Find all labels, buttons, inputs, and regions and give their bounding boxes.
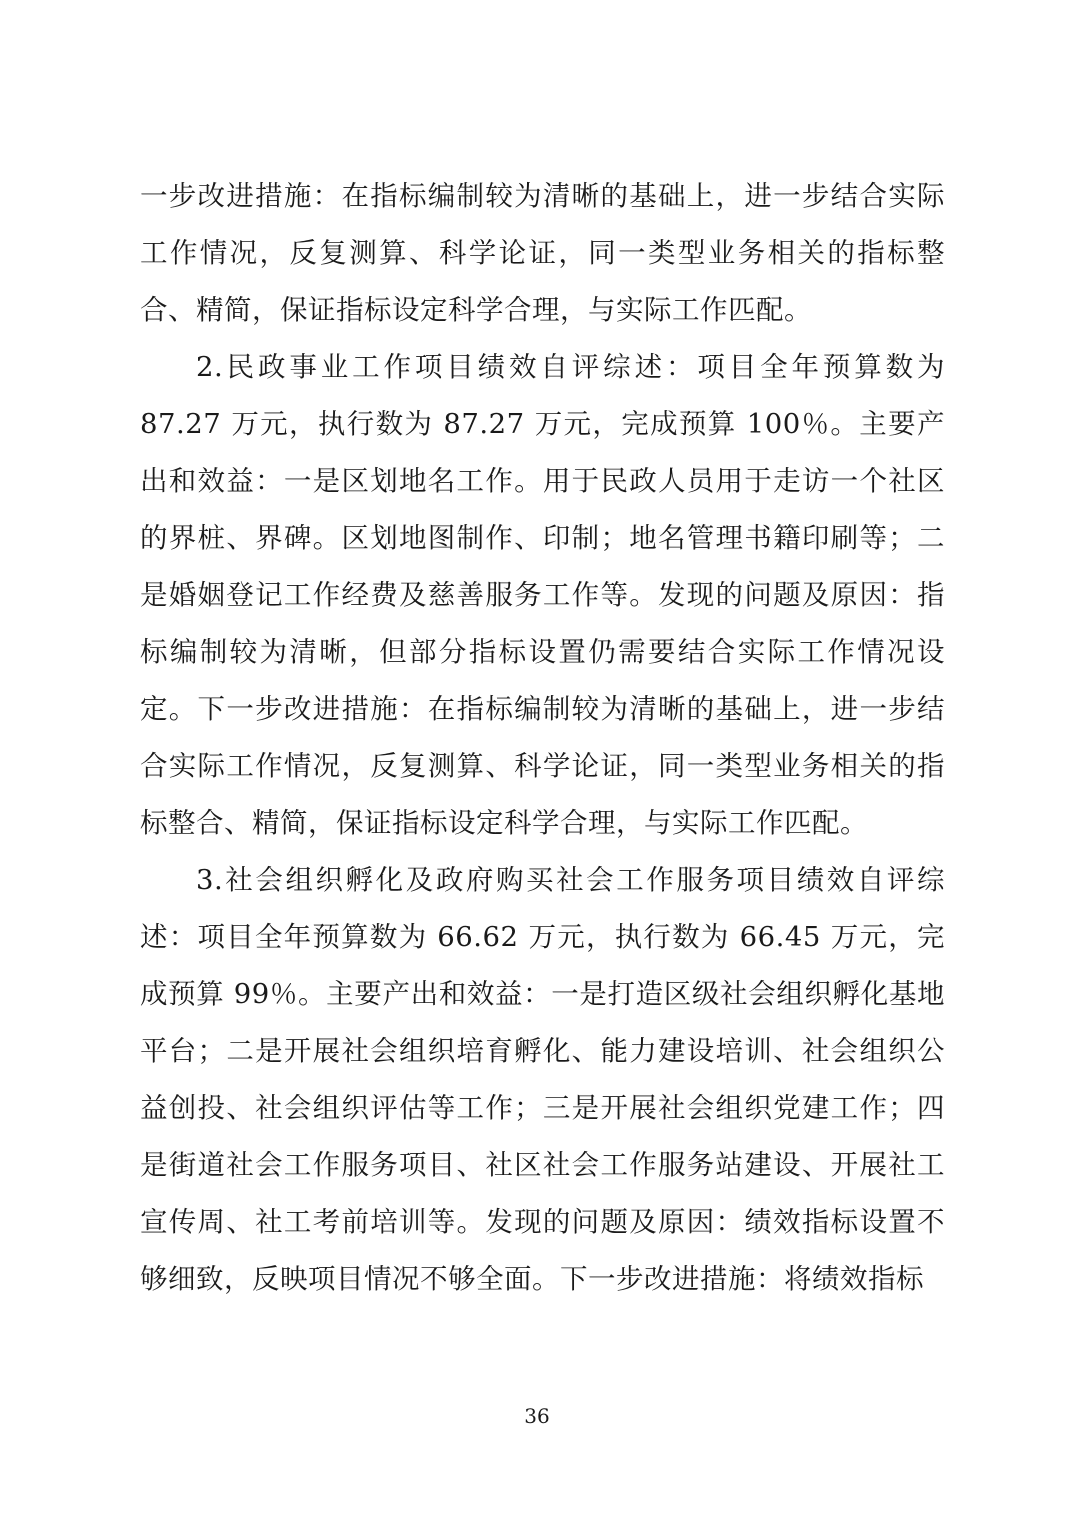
page-body (140, 168, 945, 1308)
paragraph-item-2: 2.民政事业工作项目绩效自评综述：项目全年预算数为 87.27 万元，执行数为 87.27 万元，完成预算 100％。主要产出和效益：一是区划地名工作。用于民政人员用于走访一个社区的界桩、界碑。区划地图制作、印制；地名管理书籍印刷等；二是婚姻登记工作经费及慈善服务工作等。发现的问题及原因：指标编制较为清晰，但部分指标设置仍需要结合实际工作情况设定。下一步改进措施：在指标编制较为清晰的基础上，进一步结合实际工作情况，反复测算、科学论证，同一类型业务相关的指标整合、精简，保证指标设定科学合理，与实际工作匹配。 (140, 351, 945, 839)
page-number: 36 (524, 1404, 550, 1428)
paragraph-continuation: 一步改进措施：在指标编制较为清晰的基础上，进一步结合实际工作情况，反复测算、科学论证，同一类型业务相关的指标整合、精简，保证指标设定科学合理，与实际工作匹配。 (140, 180, 945, 326)
paragraph-item-3: 3.社会组织孵化及政府购买社会工作服务项目绩效自评综述：项目全年预算数为 66.62 万元，执行数为 66.45 万元，完成预算 99％。主要产出和效益：一是打造区级社会组织孵化基地平台；二是开展社会组织培育孵化、能力建设培训、社会组织公益创投、社会组织评估等工作；三是开展社会组织党建工作；四是街道社会工作服务项目、社区社会工作服务站建设、开展社工宣传周、社工考前培训等。发现的问题及原因：绩效指标设置不够细致，反映项目情况不够全面。下一步改进措施：将绩效指标 (140, 864, 945, 1295)
